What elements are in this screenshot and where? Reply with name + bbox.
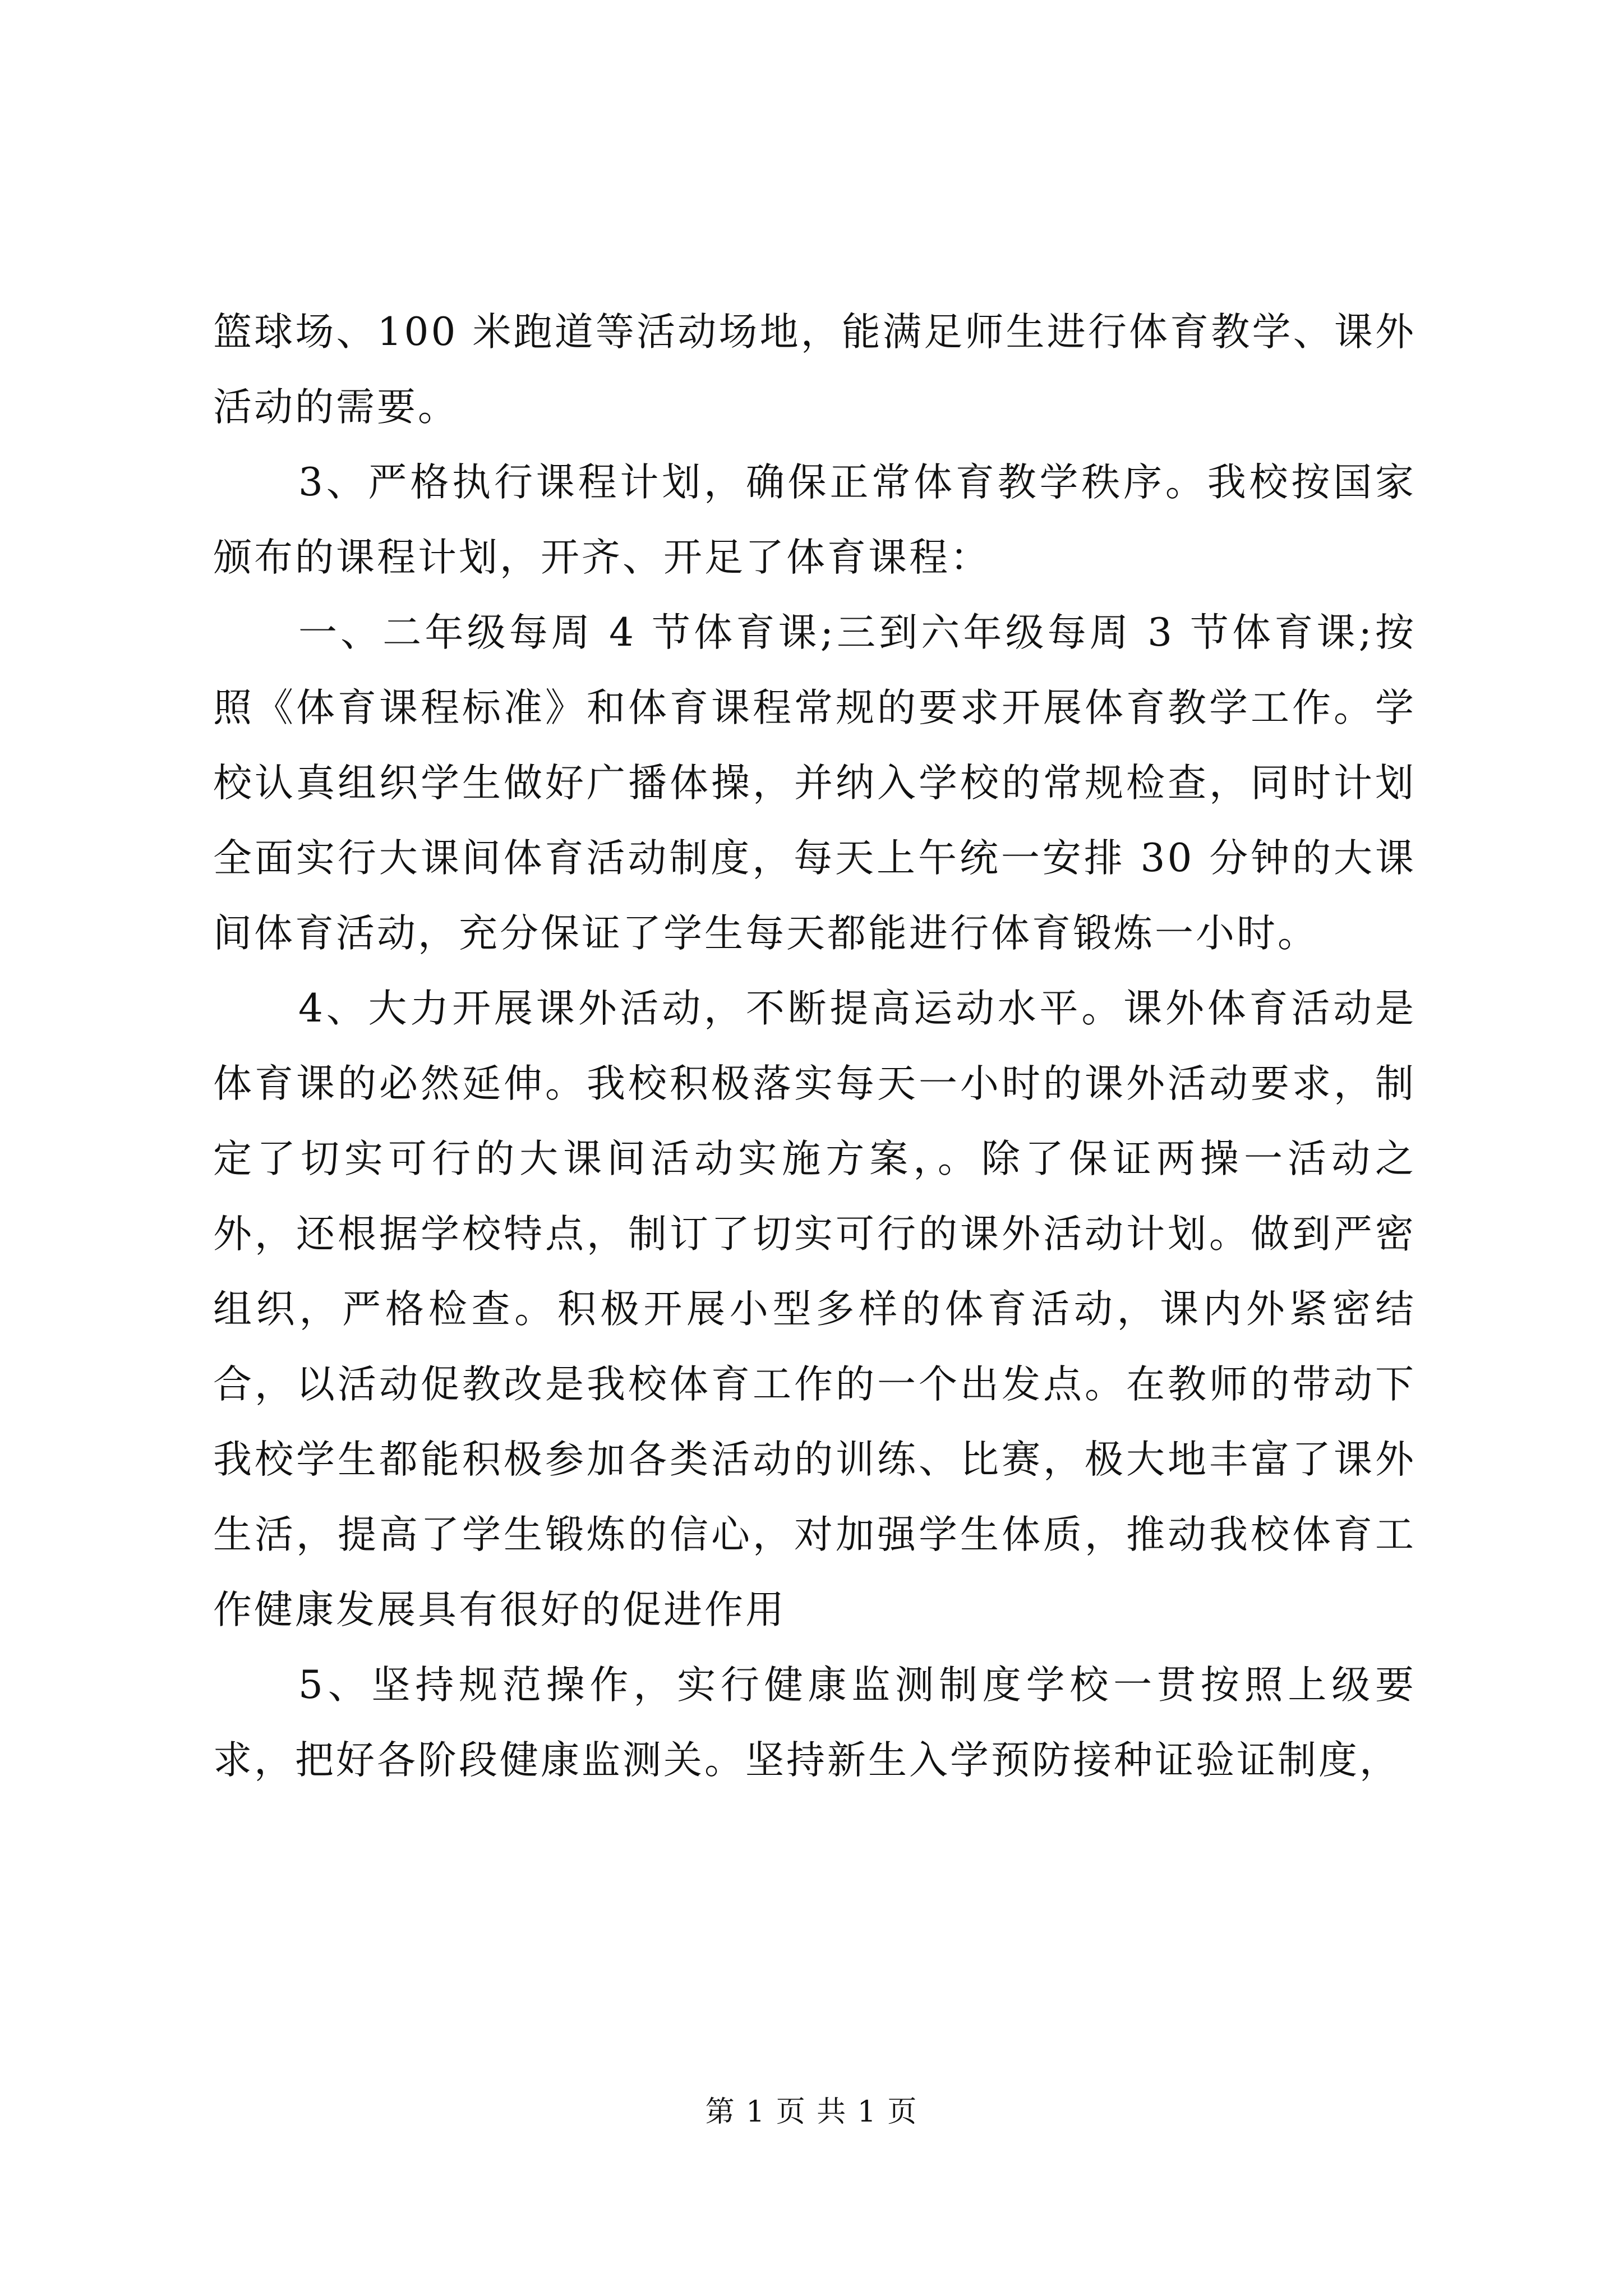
paragraph-5-health-monitoring: 5、坚持规范操作，实行健康监测制度学校一贯按照上级要求，把好各阶段健康监测关。坚持新生入学预防接种证验证制度，	[213, 1663, 1416, 1783]
document-body	[213, 295, 1416, 1798]
paragraph-continuation: 篮球场、100 米跑道等活动场地，能满足师生进行体育教学、课外活动的需要。	[213, 310, 1416, 430]
page-footer: 第 1 页 共 1 页	[705, 2095, 918, 2129]
paragraph-grade-schedule: 一、二年级每周 4 节体育课;三到六年级每周 3 节体育课;按照《体育课程标准》和体育课程常规的要求开展体育教学工作。学校认真组织学生做好广播体操，并纳入学校的常规检查，同时计划全面实行大课间体育活动制度，每天上午统一安排 30 分钟的大课间体育活动，充分保证了学生每天都能进行体育锻炼一小时。	[213, 610, 1416, 956]
paragraph-4-extracurricular: 4、大力开展课外活动，不断提高运动水平。课外体育活动是体育课的必然延伸。我校积极落实每天一小时的课外活动要求，制定了切实可行的大课间活动实施方案，。除了保证两操一活动之外，还根据学校特点，制订了切实可行的课外活动计划。做到严密组织，严格检查。积极开展小型多样的体育活动，课内外紧密结合，以活动促教改是我校体育工作的一个出发点。在教师的带动下我校学生都能积极参加各类活动的训练、比赛，极大地丰富了课外生活，提高了学生锻炼的信心，对加强学生体质，推动我校体育工作健康发展具有很好的促进作用	[213, 986, 1416, 1632]
paragraph-3-course-plan: 3、严格执行课程计划，确保正常体育教学秩序。我校按国家颁布的课程计划，开齐、开足了体育课程：	[213, 460, 1416, 580]
